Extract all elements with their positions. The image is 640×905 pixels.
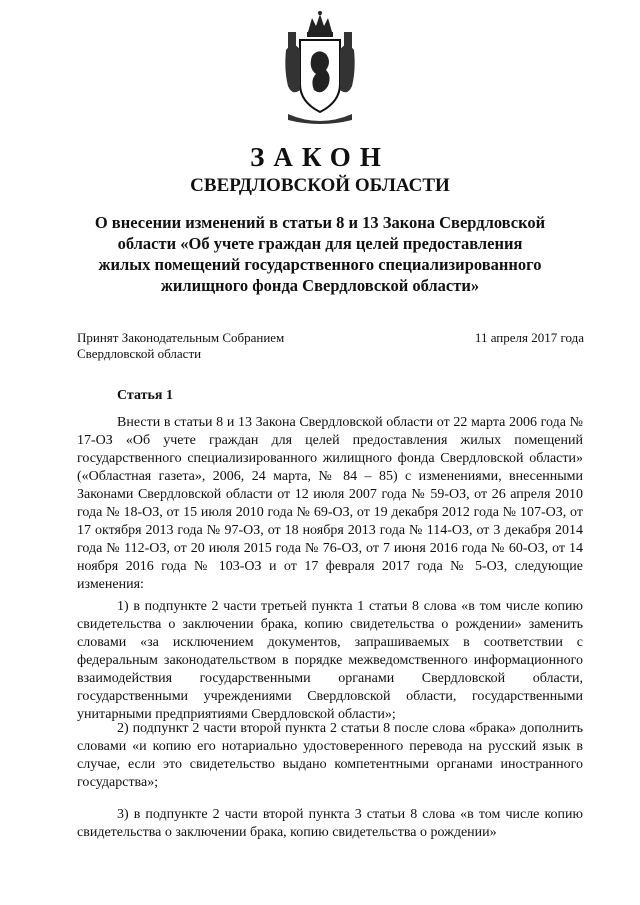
law-name: О внесении изменений в статьи 8 и 13 Закона Свердловской области «Об учете граждан для целей предоставления жилых помещений государственного специализированного жилищного фонда Свердловской области» (94, 213, 546, 295)
article-paragraph-intro: Внести в статьи 8 и 13 Закона Свердловской области от 22 марта 2006 года № 17-ОЗ «Об учете граждан для целей предоставления жилых помещений государственного специализированного жилищного фонда Свердловской области» («Областная газета», 2006, 24 марта, № 84 – 85) с изменениями, внесенными Законами Свердловской области от 12 июля 2007 года № 59-ОЗ, от 26 апреля 2010 года № 18-ОЗ, от 15 июля 2010 года № 69-ОЗ, от 19 декабря 2012 года № 107-ОЗ, от 17 октября 2013 года № 97-ОЗ, от 18 ноября 2013 года № 114-ОЗ, от 3 декабря 2014 года № 112-ОЗ, от 20 июля 2015 года № 76-ОЗ, от 7 июня 2016 года № 60-ОЗ, от 14 ноября 2016 года № 103-ОЗ и от 17 февраля 2017 года № 5-ОЗ, следующие изменения: (77, 415, 583, 592)
article-paragraph-3: 3) в подпункте 2 части второй пункта 3 статьи 8 слова «в том числе копию свидетельства о заключении брака, копию свидетельства о рождении» (77, 807, 583, 840)
adoption-date: 11 апреля 2017 года (474, 330, 584, 345)
article-paragraph-2: 2) подпункт 2 части второй пункта 2 статьи 8 после слова «брака» дополнить словами «и копию его нотариально удостоверенного перевода на русский язык в случае, если это свидетельство выдано компетентными органами иностранного государства»; (77, 721, 583, 790)
document-title: ЗАКОН (250, 142, 390, 172)
article-heading: Статья 1 (117, 388, 173, 403)
adoption-body: Принят Законодательным Собранием Свердловской области (77, 330, 285, 361)
article-paragraph-1: 1) в подпункте 2 части третьей пункта 1 статьи 8 слова «в том числе копию свидетельства о заключении брака, копию свидетельства о рождении» заменить словами «за исключением документов, запрашиваемых в соответствии с федеральным законодательством в порядке межведомственного информационного взаимодействия государственными органами Свердловской области, государственными учреждениями Свердловской области, государственными унитарными предприятиями Свердловской области»; (77, 599, 583, 722)
document-subtitle: СВЕРДЛОВСКОЙ ОБЛАСТИ (190, 175, 450, 196)
coat-of-arms-emblem (282, 10, 358, 128)
